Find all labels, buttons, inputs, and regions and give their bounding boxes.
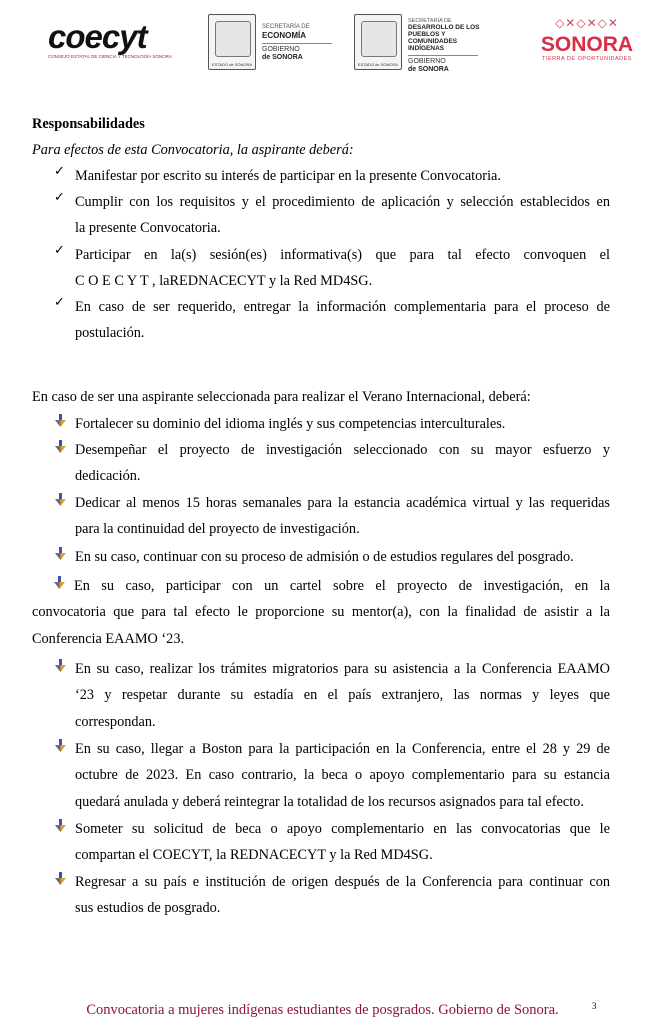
sonora-pattern-icon: ◇✕◇✕◇✕ <box>555 16 619 30</box>
indigenas-logo <box>354 14 489 72</box>
sonora-seal-icon <box>208 14 256 70</box>
economia-line1: SECRETARÍA DE <box>262 24 310 30</box>
list-item-text <box>75 242 610 295</box>
divider <box>262 43 332 44</box>
coecyt-logo <box>48 20 173 70</box>
text-line: Fortalecer su dominio del idioma inglés y sus competencias interculturales. <box>75 416 506 432</box>
text-line: En su caso, participar con un cartel sobre el proyecto de investigación, en la <box>74 578 610 594</box>
text-line: convocatoria que para tal efecto le proporcione su mentor(a), con la finalidad de asistir a la <box>32 604 610 621</box>
list-item-text <box>75 816 610 869</box>
checkmark-icon: ✓ <box>54 164 65 179</box>
page-header <box>0 10 645 75</box>
coecyt-subtitle: CONSEJO ESTATAL DE CIENCIA Y TECNOLOGÍA SONORA <box>48 54 172 59</box>
gobierno-label: GOBIERNO <box>408 58 446 65</box>
sonora-wordmark: SONORA <box>540 33 634 56</box>
indigenas-line1: SECRETARÍA DE <box>408 18 452 24</box>
text-line: Someter su solicitud de beca o apoyo complementario en las convocatorias que le <box>75 821 610 837</box>
arrow-bullet-icon <box>54 659 67 673</box>
arrow-bullet-icon <box>54 490 67 509</box>
list-item-text <box>75 163 610 189</box>
selected-intro: En caso de ser una aspirante seleccionada para realizar el Verano Internacional, deberá: <box>32 389 531 405</box>
arrow-bullet-icon <box>54 437 67 456</box>
text-line: postulación. <box>75 325 145 342</box>
page-number: 3 <box>592 1001 597 1011</box>
flow-paragraph <box>32 573 610 652</box>
indigenas-line4: INDÍGENAS <box>408 45 445 52</box>
arrow-bullet-icon <box>54 547 67 561</box>
text-line: C O E C Y T , laREDNACECYT y la Red MD4SG. <box>75 273 373 290</box>
arrow-bullet-icon <box>54 872 67 886</box>
checkmark-icon: ✓ <box>54 295 65 310</box>
coecyt-wordmark: coecyt <box>48 18 147 55</box>
de-sonora-label: de SONORA <box>408 66 449 73</box>
arrow-bullet-icon <box>54 440 67 454</box>
arrow-bullet-icon <box>54 544 67 563</box>
economia-line2: ECONOMÍA <box>262 31 306 40</box>
economia-text <box>262 24 332 62</box>
section-intro: Para efectos de esta Convocatoria, la aspirante deberá: <box>32 142 354 158</box>
text-line: ‘23 y respetar durante su estadía en el país extranjero, las normas y leyes que <box>75 687 610 704</box>
de-sonora-label: de SONORA <box>262 54 303 61</box>
checkmark-icon: ✓ <box>54 243 65 258</box>
indigenas-line3: PUEBLOS Y COMUNIDADES <box>408 31 458 45</box>
text-line: octubre de 2023. En caso contrario, la beca o apoyo complementario para su estancia <box>75 767 610 784</box>
arrow-bullet-icon <box>54 736 67 755</box>
list-item-text <box>75 189 610 242</box>
sonora-seal-icon <box>354 14 402 70</box>
arrow-bullet-icon <box>54 869 67 888</box>
text-line: Desempeñar el proyecto de investigación seleccionado con su mayor esfuerzo y <box>75 442 610 458</box>
checkmark-icon: ✓ <box>54 190 65 205</box>
text-line: Regresar a su país e institución de origen después de la Conferencia para continuar con <box>75 874 610 890</box>
list-item-text <box>75 869 610 922</box>
text-line: En su caso, continuar con su proceso de admisión o de estudios regulares del posgrado. <box>75 549 574 565</box>
text-line: correspondan. <box>75 713 156 730</box>
text-line: Participar en la(s) sesión(es) informativa(s) que para tal efecto convoquen el <box>75 247 610 263</box>
list-item-text <box>75 437 610 490</box>
gobierno-label: GOBIERNO <box>262 46 300 53</box>
arrow-bullet-icon <box>54 411 67 430</box>
text-line: sus estudios de posgrado. <box>75 900 221 917</box>
text-line: Cumplir con los requisitos y el procedimiento de aplicación y selección establecidos en <box>75 194 610 210</box>
text-line: quedará anulada y deberá reintegrar la totalidad de los recursos asignados para tal efecto. <box>75 793 584 810</box>
divider <box>408 55 478 56</box>
indigenas-line2: DESARROLLO DE LOS <box>408 24 480 31</box>
arrow-bullet-icon <box>54 414 67 428</box>
text-line: Conferencia EAAMO ‘23. <box>32 630 185 647</box>
list-item-text <box>75 736 610 815</box>
text-line: En caso de ser requerido, entregar la información complementaria para el proceso de <box>75 299 610 315</box>
text-line: Dedicar al menos 15 horas semanales para la estancia académica virtual y las requeridas <box>75 495 610 511</box>
indigenas-text <box>408 18 489 74</box>
sonora-tagline: TIERRA DE OPORTUNIDADES <box>542 56 632 62</box>
section-title: Responsabilidades <box>32 116 145 132</box>
arrow-bullet-icon <box>54 819 67 833</box>
list-item-text <box>75 294 610 347</box>
seal-caption: ESTADO de SONORA <box>211 62 253 67</box>
arrow-bullet-icon <box>54 656 67 675</box>
text-line: compartan el COECYT, la REDNACECYT y la Red MD4SG. <box>75 847 433 864</box>
text-line: Manifestar por escrito su interés de participar en la presente Convocatoria. <box>75 168 501 184</box>
list-item-text <box>75 656 610 735</box>
arrow-bullet-icon <box>54 493 67 507</box>
page-footer: Convocatoria a mujeres indígenas estudiantes de posgrados. Gobierno de Sonora. <box>86 1002 559 1018</box>
list-item-text <box>75 411 610 437</box>
economia-logo <box>208 14 338 72</box>
list-item-text <box>75 490 610 543</box>
text-line: En su caso, llegar a Boston para la participación en la Conferencia, entre el 28 y 29 de <box>75 741 610 757</box>
text-line: En su caso, realizar los trámites migratorios para su asistencia a la Conferencia EAAMO <box>75 661 610 677</box>
arrow-bullet-icon <box>54 739 67 753</box>
seal-caption: ESTADO de SONORA <box>357 62 399 67</box>
text-line: la presente Convocatoria. <box>75 220 221 237</box>
text-line: dedicación. <box>75 468 141 485</box>
arrow-bullet-icon <box>54 816 67 835</box>
text-line: para la continuidad del proyecto de investigación. <box>75 521 360 538</box>
sonora-logo <box>532 16 642 72</box>
list-item-text <box>75 544 610 570</box>
